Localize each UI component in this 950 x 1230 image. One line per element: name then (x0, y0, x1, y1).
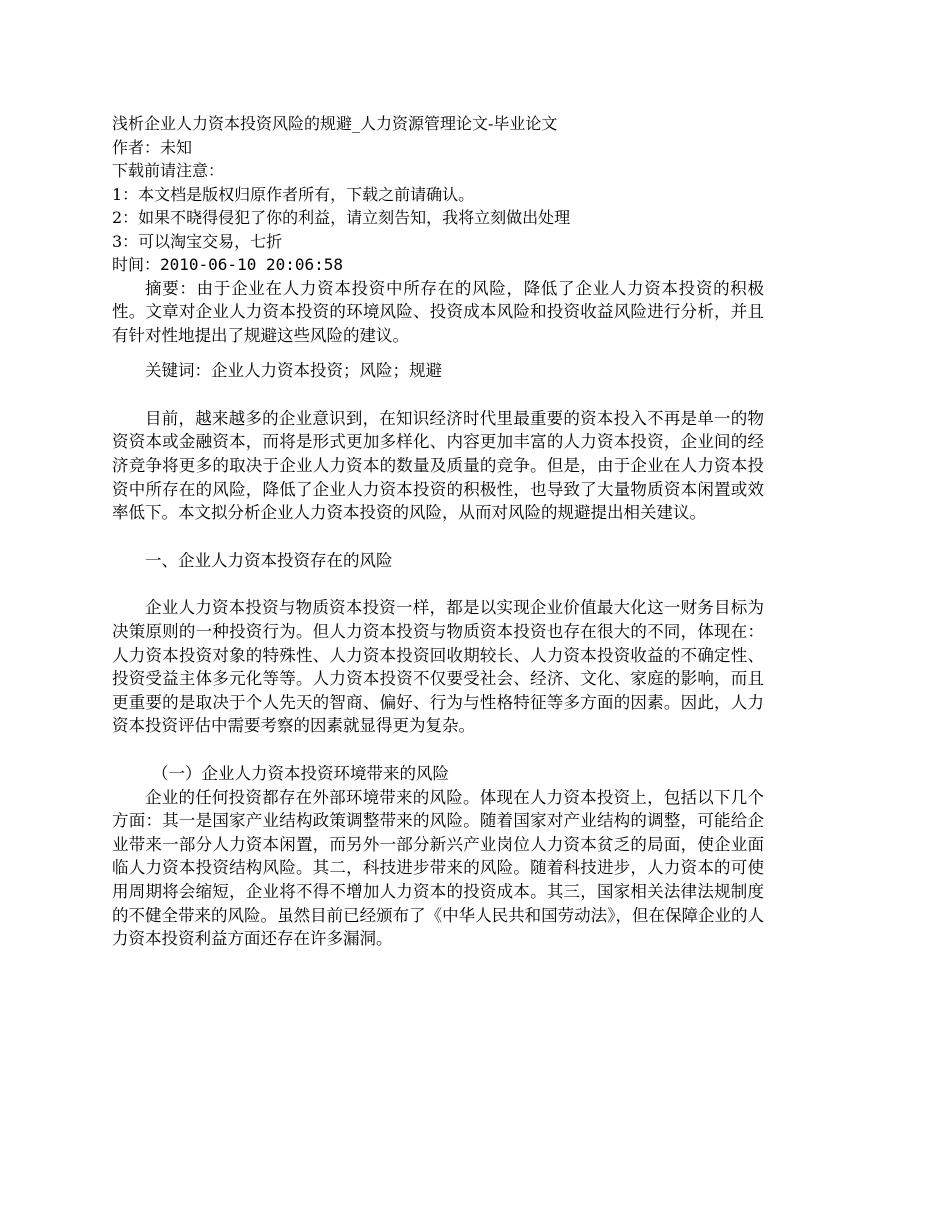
keywords-paragraph: 关键词：企业人力资本投资；风险；规避 (145, 361, 442, 381)
document-title: 浅析企业人力资本投资风险的规避_人力资源管理论文-毕业论文 (112, 114, 558, 133)
notice-item-3: 3：可以淘宝交易，七折 (112, 231, 283, 251)
notice-title: 下载前请注意： (112, 161, 225, 180)
notice-item-1: 1：本文档是版权归原作者所有，下载之前请确认。 (112, 184, 475, 204)
document-page (112, 112, 764, 951)
abstract-paragraph: 摘要：由于企业在人力资本投资中所存在的风险，降低了企业人力资本投资的积极性。文章对企业人力资本投资的环境风险、投资成本风险和投资收益风险进行分析，并且有针对性地提出了规避这些风险的建议。 (112, 278, 764, 345)
intro-paragraph: 目前，越来越多的企业意识到，在知识经济时代里最重要的资本投入不再是单一的物资资本或金融资本，而将是形式更加多样化、内容更加丰富的人力资本投资，企业间的经济竞争将更多的取决于企业人力资本的数量及质量的竞争。但是，由于企业在人力资本投资中所存在的风险，降低了企业人力资本投资的积极性，也导致了大量物质资本闲置或效率低下。本文拟分析企业人力资本投资的风险，从而对风险的规避提出相关建议。 (112, 408, 764, 523)
timestamp: 时间：2010-06-10 20:06:58 (112, 255, 344, 274)
notice-item-2: 2：如果不晓得侵犯了你的利益，请立刻告知，我将立刻做出处理 (112, 208, 571, 227)
section-heading-1: 一、企业人力资本投资存在的风险 (145, 550, 393, 570)
subsection1-paragraph: 企业的任何投资都存在外部环境带来的风险。体现在人力资本投资上，包括以下几个方面：其一是国家产业结构政策调整带来的风险。随着国家对产业结构的调整，可能给企业带来一部分人力资本闲置，而另外一部分新兴产业岗位人力资本贫乏的局面，使企业面临人力资本投资结构风险。其二，科技进步带来的风险。随着科技进步，人力资本的可使用周期将会缩短，企业将不得不增加人力资本的投资成本。其三，国家相关法律法规制度的不健全带来的风险。虽然目前已经颁布了《中华人民共和国劳动法》，但在保障企业的人力资本投资利益方面还存在许多漏洞。 (112, 787, 764, 949)
subsection-heading-1: （一）企业人力资本投资环境带来的风险 (152, 764, 449, 783)
section1-paragraph: 企业人力资本投资与物质资本投资一样，都是以实现企业价值最大化这一财务目标为决策原则的一种投资行为。但人力资本投资与物质资本投资也存在很大的不同，体现在：人力资本投资对象的特殊性、人力资本投资回收期较长、人力资本投资收益的不确定性、投资受益主体多元化等等。人力资本投资不仅要受社会、经济、文化、家庭的影响，而且更重要的是取决于个人先天的智商、偏好、行为与性格特征等多方面的因素。因此，人力资本投资评估中需要考察的因素就显得更为复杂。 (112, 598, 764, 736)
author-line: 作者：未知 (112, 137, 193, 157)
